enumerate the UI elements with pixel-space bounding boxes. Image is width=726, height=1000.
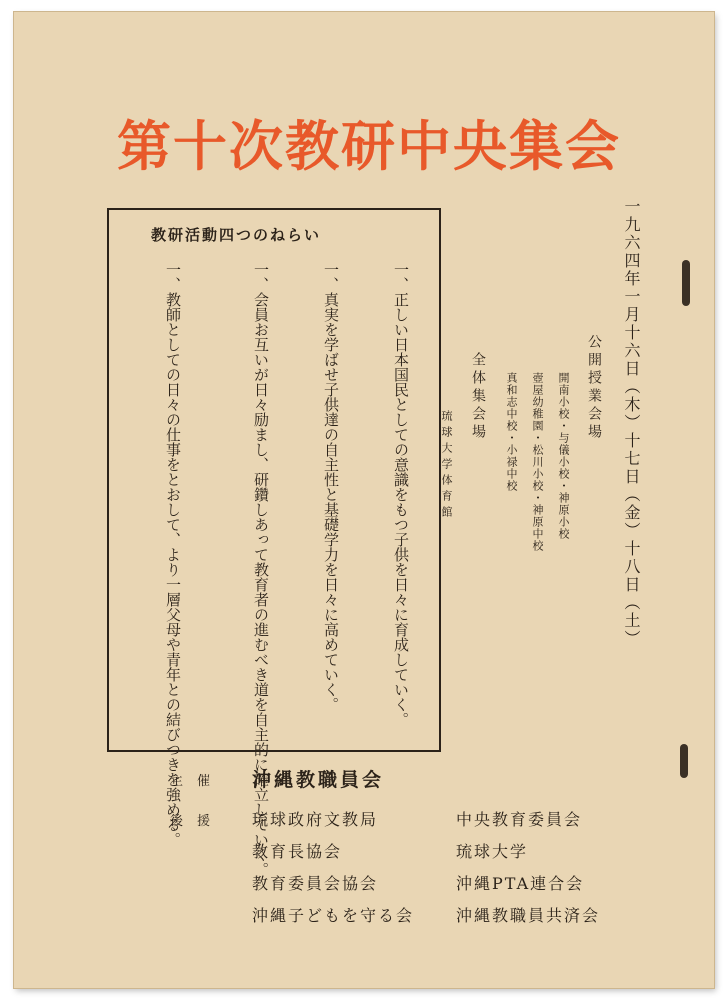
- open-class-schools-3: 真和志中校・小禄中校: [505, 372, 518, 492]
- document-page: [14, 12, 714, 988]
- aims-heading: 教研活動四つのねらい: [151, 226, 322, 244]
- aim-item-4: 一、教師としての日々の仕事をとおして、より一層父母や青年との結びつきを強める。: [164, 262, 182, 847]
- open-class-schools-1: 開南小校・与儀小校・神原小校: [557, 372, 570, 540]
- open-class-schools-2: 壺屋幼稚園・松川小校・神原中校: [531, 372, 544, 552]
- event-dates: 一九六四年一月十六日（木）十七日（金）十八日（土）: [622, 198, 641, 648]
- supporter: 沖縄PTA連合会: [456, 874, 585, 893]
- supporter: 沖縄教職員共済会: [456, 906, 601, 925]
- host-label: 主催: [170, 774, 225, 789]
- aim-item-3: 一、会員お互いが日々励まし、研鑽しあって教育者の進むべき道を自主的に確立していく。: [252, 262, 270, 877]
- open-class-label: 公開授業会場: [586, 334, 602, 442]
- supporter: 沖縄子どもを守る会: [252, 906, 415, 925]
- binding-hole: [682, 260, 690, 306]
- supporter: 琉球政府文教局: [252, 810, 379, 829]
- supporter: 琉球大学: [456, 842, 529, 861]
- support-label: 後援: [170, 814, 225, 829]
- host-organization: 沖縄教職員会: [252, 769, 385, 791]
- supporter: 中央教育委員会: [456, 810, 583, 829]
- plenary-label: 全体集会場: [470, 352, 486, 442]
- supporter: 教育委員会協会: [252, 874, 379, 893]
- binding-hole: [680, 744, 688, 778]
- document-title: 第十次教研中央集会: [117, 115, 621, 178]
- plenary-venue: 琉球大学体育館: [440, 410, 453, 522]
- aim-item-1: 一、正しい日本国民としての意識をもつ子供を日々に育成していく。: [392, 262, 410, 727]
- aim-item-2: 一、真実を学ばせ子供達の自主性と基礎学力を日々に高めていく。: [322, 262, 340, 712]
- supporter: 教育長協会: [252, 842, 343, 861]
